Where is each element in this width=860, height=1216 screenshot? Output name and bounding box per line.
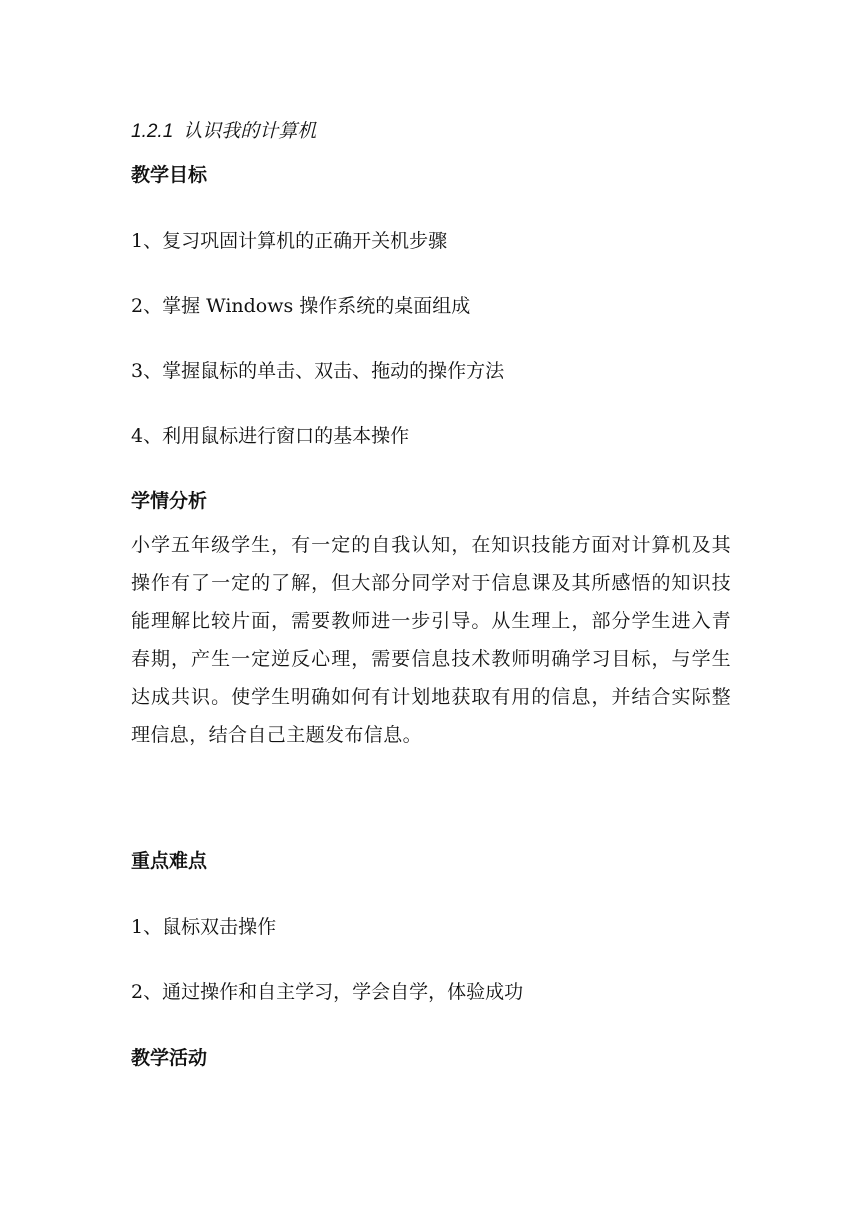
section-title bbox=[131, 116, 316, 143]
student-analysis-paragraph: 小学五年级学生，有一定的自我认知，在知识技能方面对计算机及其操作有了一定的了解，但大部分同学对于信息课及其所感悟的知识技能理解比较片面，需要教师进一步引导。从生理上，部分学生进入青春期，产生一定逆反心理，需要信息技术教师明确学习目标，与学生达成共识。使学生明确如何有计划地获取有用的信息，并结合实际整理信息，结合自己主题发布信息。 bbox=[131, 534, 731, 746]
key-point-item-1: 1、鼠标双击操作 bbox=[131, 916, 277, 938]
heading-teaching-activities: 教学活动 bbox=[131, 1047, 208, 1069]
objective-item-2: 2、掌握 Windows 操作系统的桌面组成 bbox=[131, 295, 471, 317]
heading-teaching-objectives: 教学目标 bbox=[131, 164, 208, 186]
heading-key-points: 重点难点 bbox=[131, 850, 208, 872]
key-point-item-2: 2、通过操作和自主学习，学会自学，体验成功 bbox=[131, 981, 524, 1003]
objective-item-3: 3、掌握鼠标的单击、双击、拖动的操作方法 bbox=[131, 360, 505, 382]
objective-item-1: 1、复习巩固计算机的正确开关机步骤 bbox=[131, 230, 448, 252]
objective-item-4: 4、利用鼠标进行窗口的基本操作 bbox=[131, 425, 410, 447]
heading-student-analysis: 学情分析 bbox=[131, 490, 208, 512]
section-title-text: 认识我的计算机 bbox=[183, 121, 317, 142]
section-number: 1.2.1 bbox=[131, 121, 174, 142]
